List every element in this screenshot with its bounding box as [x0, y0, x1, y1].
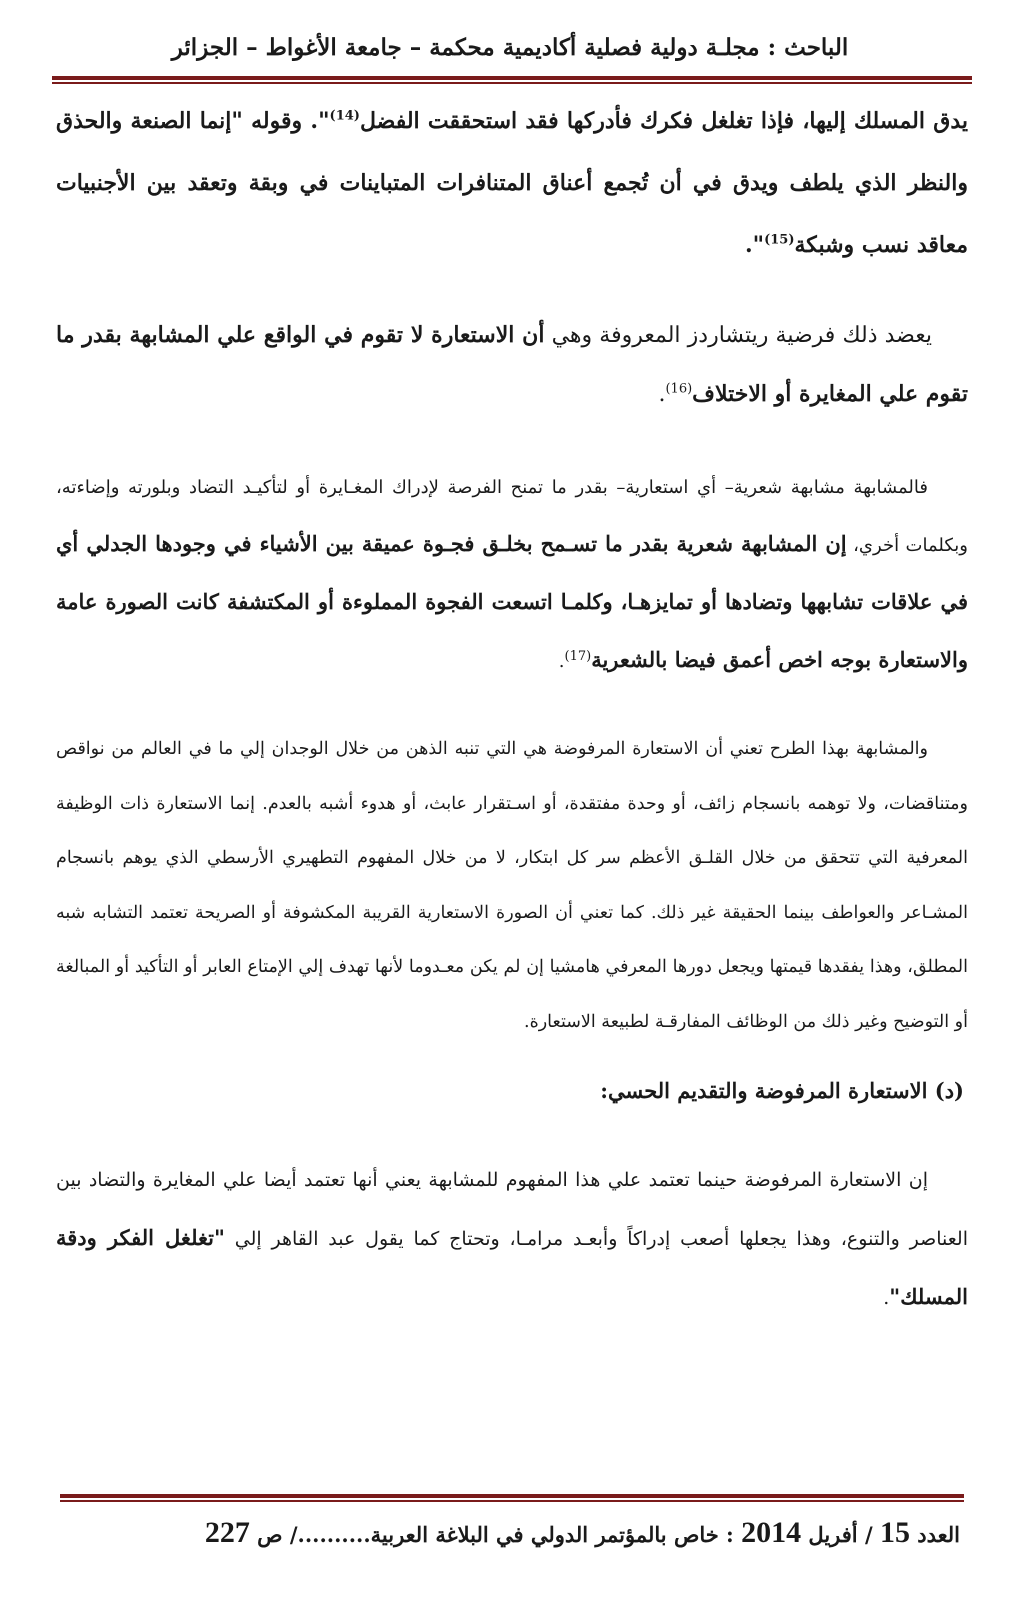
similarity-end: .	[558, 651, 565, 672]
paragraph-sensory	[56, 1151, 968, 1327]
abdelqaher-quote: "تغلغل الفكر ودقة المسلك"	[56, 1225, 968, 1309]
quote-text-b: ". وقوله "إنما الصنعة والحذق والنظر الذي يلطف ويدق في أن تُجمع أعناق المتنافرات المتباينات في وبقة وتعقد بين الأجنبيات معاقد نسب وشبكة	[56, 108, 968, 258]
footnote-ref-15: (15)	[764, 232, 795, 248]
running-header: الباحث : مجلـة دولية فصلية أكاديمية محكمة – جامعة الأغواط – الجزائر	[171, 34, 849, 61]
richards-hypothesis: أن الاستعارة لا تقوم في الواقع علي المشابهة بقدر ما تقوم علي المغايرة أو الاختلاف	[56, 322, 968, 407]
sensory-text: إن الاستعارة المرفوضة حينما تعتمد علي هذا المفهوم للمشابهة يعني أنها تعتمد أيضا علي المغايرة والتضاد بين العناصر والتنوع، وهذا يجعلها أصعب إدراكاً وأبعـد مرامـا، وتحتاج كما يقول عبد القاهر إلي	[56, 1169, 968, 1250]
footnote-ref-16: (16)	[665, 381, 693, 397]
footer-separator: /	[857, 1522, 880, 1547]
page-number: 227	[204, 1516, 250, 1549]
footer-issue-label: العدد	[909, 1522, 960, 1547]
header-rule-thin	[52, 82, 972, 84]
footnote-ref-14: (14)	[329, 108, 360, 124]
paragraph-richards	[56, 306, 968, 424]
quote-text-a: يدق المسلك إليها، فإذا تغلغل فكرك فأدركها فقد استحققت الفضل	[359, 108, 968, 134]
footer-rule-thick	[60, 1494, 964, 1498]
footnote-ref-17: (17)	[564, 649, 592, 664]
header-rule-thick	[52, 76, 972, 80]
footer-rule-thin	[60, 1500, 964, 1502]
sensory-end: .	[883, 1287, 890, 1309]
richards-intro: يعضد ذلك فرضية ريتشاردز المعروفة وهي	[544, 323, 932, 348]
footer-description: : خاص بالمؤتمر الدولي في البلاغة العربية........../ ص	[249, 1522, 742, 1547]
paragraph-rejected-metaphor: والمشابهة بهذا الطرح تعني أن الاستعارة المرفوضة هي التي تنبه الذهن من خلال الوجدان إلي ما في العالم من نواقص ومتناقضات، ولا توهمه بانسجام زائف، أو وحدة مفتقدة، أو اسـتقرار عابث، أو هدوء أشبه بالعدم. إنما الاستعارة ذات الوظيفة المعرفية التي تتحقق من خلال القلـق الأعظم سر كل ابتكار، لا من خلال المفهوم التطهيري الأرسطي الذي يوهم بانسجام المشـاعر والعواطف بينما الحقيقة غير ذلك. كما تعني أن الصورة الاستعارية القريبة المكشوفة أو الصريحة تعتمد التشابه شبه المطلق، وهذا يفقدها قيمتها ويجعل دورها المعرفي هامشيا إن لم يكن معـدوما لأنها تهدف إلي الإمتاع العابر أو التأكيد أو المبالغة أو التوضيح وغير ذلك من الوظائف المفارقـة لطبيعة الاستعارة.	[56, 739, 968, 1032]
section-heading: (د) الاستعارة المرفوضة والتقديم الحسي:	[600, 1078, 964, 1103]
body-text	[56, 90, 968, 1327]
richards-end: .	[658, 382, 666, 407]
paragraph-quote	[56, 90, 968, 276]
footer-year: 2014	[741, 1516, 802, 1549]
similarity-intro: فالمشابهة مشابهة شعرية– أي استعارية– بقدر ما تمنح الفرصة لإدراك المغـايرة أو لتأكيـد التضاد وبلورته وإضاءته، وبكلمات أخري،	[56, 477, 968, 556]
quote-text-c: ".	[744, 232, 765, 258]
footer-month: أفريل	[801, 1522, 858, 1547]
running-footer	[64, 1508, 960, 1558]
paragraph-poetic-similarity	[56, 460, 968, 690]
footer-issue-number: 15	[879, 1516, 910, 1549]
similarity-bold: إن المشابهة شعرية بقدر ما تسـمح بخلـق فجـوة عميقة بين الأشياء في وجودها الجدلي أي في علاقات تشابهها وتضادها أو تمايزهـا، وكلمـا اتسعت الفجوة المملوءة أو المكتشفة كانت الصورة عامة والاستعارة بوجه اخص أعمق فيضا بالشعرية	[56, 531, 968, 672]
